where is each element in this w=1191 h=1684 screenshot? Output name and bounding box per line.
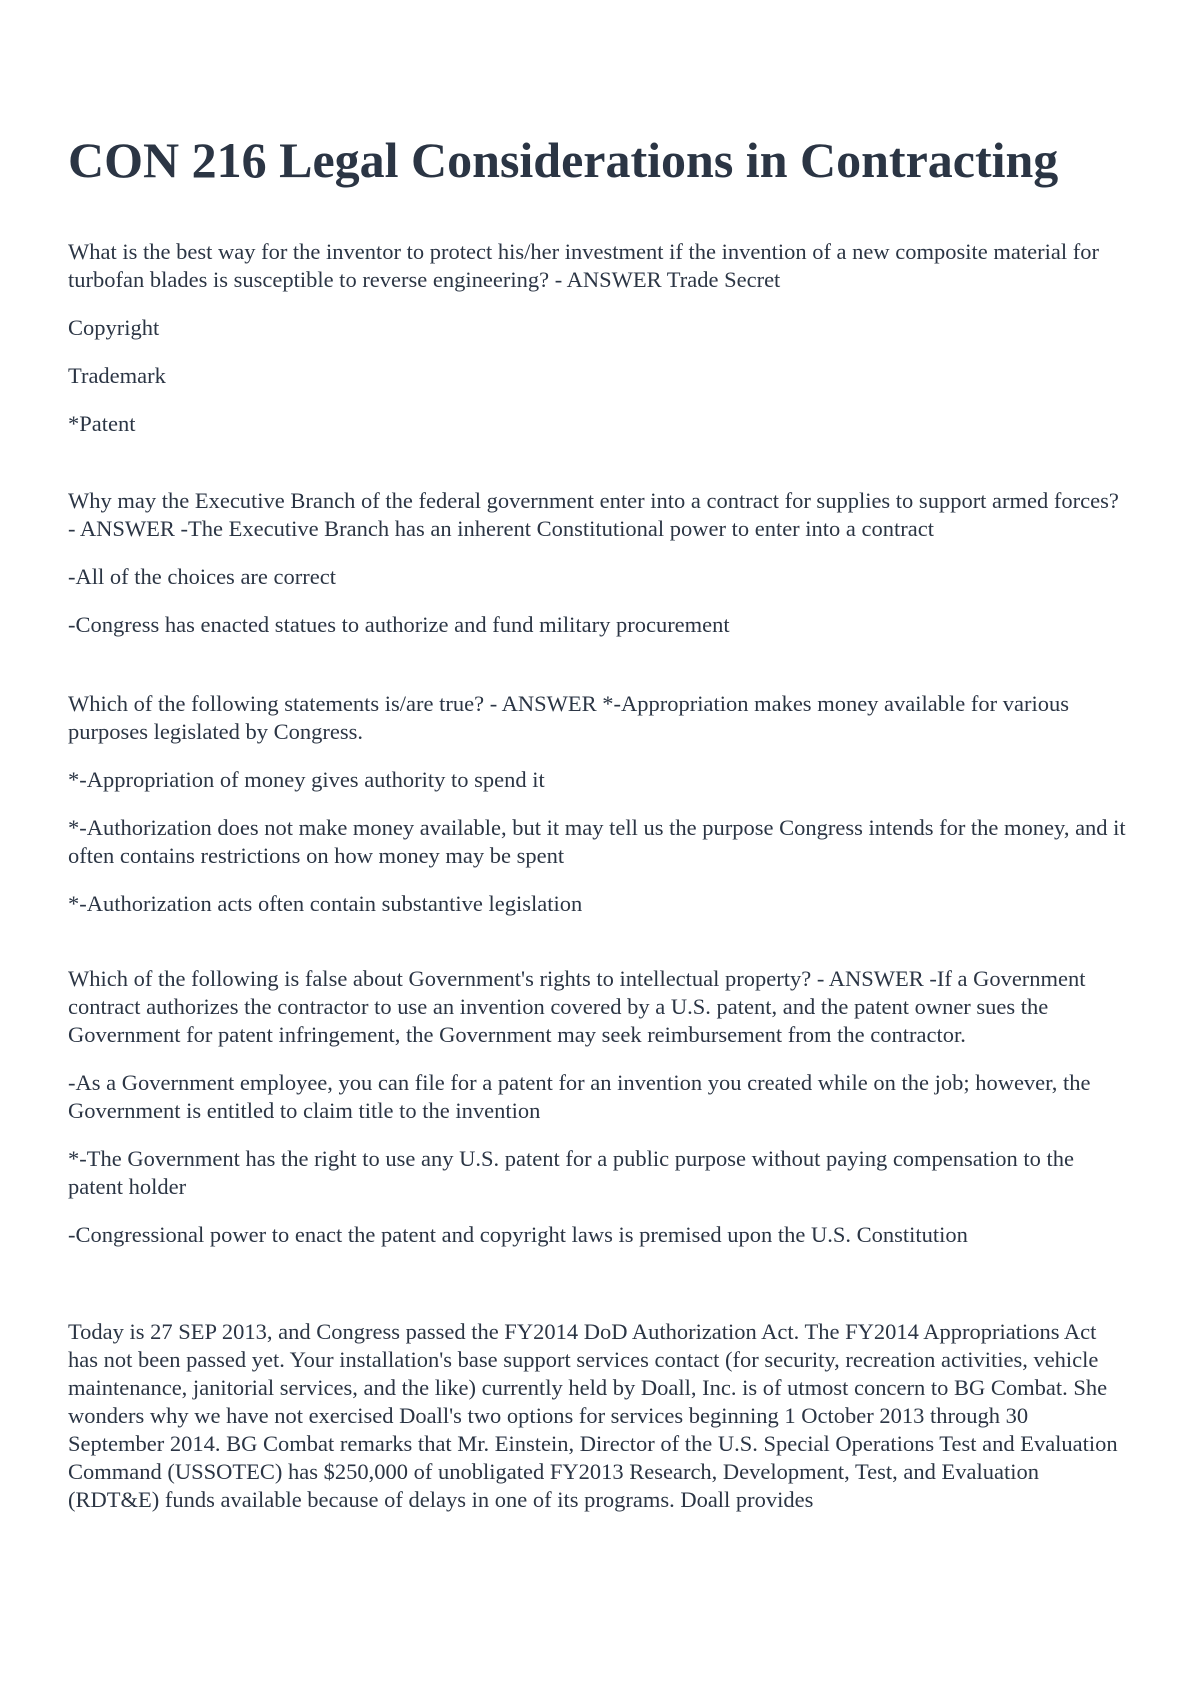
question-block-5 bbox=[68, 1318, 1128, 1534]
answer-choice: Trademark bbox=[68, 363, 166, 388]
answer-choice: -As a Government employee, you can file for a patent for an invention you created while on the job; however, the Government is entitled to claim title to the invention bbox=[68, 1070, 1091, 1123]
page-title: CON 216 Legal Considerations in Contracting bbox=[68, 132, 1059, 188]
question-block-4 bbox=[68, 965, 1128, 1269]
answer-choice: *-Authorization does not make money available, but it may tell us the purpose Congress intends for the money, and it often contains restrictions on how money may be spent bbox=[68, 815, 1126, 868]
question-text: Which of the following statements is/are true? - ANSWER *-Appropriation makes money available for various purposes legislated by Congress. bbox=[68, 691, 1069, 744]
answer-choice: *Patent bbox=[68, 411, 136, 436]
question-text: Today is 27 SEP 2013, and Congress passed the FY2014 DoD Authorization Act. The FY2014 Appropriations Act has not been passed yet. Your installation's base support services contact (for security, recreation activities, vehicle maintenance, janitorial services, and the like) currently held by Doall, Inc. is of utmost concern to BG Combat. She wonders why we have not exercised Doall's two options for services beginning 1 October 2013 through 30 September 2014. BG Combat remarks that Mr. Einstein, Director of the U.S. Special Operations Test and Evaluation Command (USSOTEC) has $250,000 of unobligated FY2013 Research, Development, Test, and Evaluation (RDT&E) funds available because of delays in one of its programs. Doall provides bbox=[68, 1319, 1118, 1512]
question-text: Which of the following is false about Government's rights to intellectual property? - ANSWER -If a Government contract authorizes the contractor to use an invention covered by a U.S. patent, and the patent owner sues the Government for patent infringement, the Government may seek reimbursement from the contractor. bbox=[68, 966, 1086, 1047]
answer-choice: *-Authorization acts often contain substantive legislation bbox=[68, 891, 583, 916]
answer-choice: *-The Government has the right to use any U.S. patent for a public purpose without paying compensation to the patent holder bbox=[68, 1146, 1075, 1199]
question-text: Why may the Executive Branch of the federal government enter into a contract for supplies to support armed forces? - ANSWER -The Executive Branch has an inherent Constitutional power to enter into a contract bbox=[68, 488, 1119, 541]
answer-choice: -All of the choices are correct bbox=[68, 564, 336, 589]
answer-choice: Copyright bbox=[68, 315, 160, 340]
answer-choice: -Congressional power to enact the patent and copyright laws is premised upon the U.S. Constitution bbox=[68, 1222, 968, 1247]
question-block-1 bbox=[68, 238, 1128, 458]
answer-choice: *-Appropriation of money gives authority to spend it bbox=[68, 767, 545, 792]
question-text: What is the best way for the inventor to protect his/her investment if the invention of a new composite material for turbofan blades is susceptible to reverse engineering? - ANSWER Trade Secret bbox=[68, 239, 1099, 292]
question-block-2 bbox=[68, 487, 1128, 659]
answer-choice: -Congress has enacted statues to authorize and fund military procurement bbox=[68, 612, 730, 637]
question-block-3 bbox=[68, 690, 1128, 938]
